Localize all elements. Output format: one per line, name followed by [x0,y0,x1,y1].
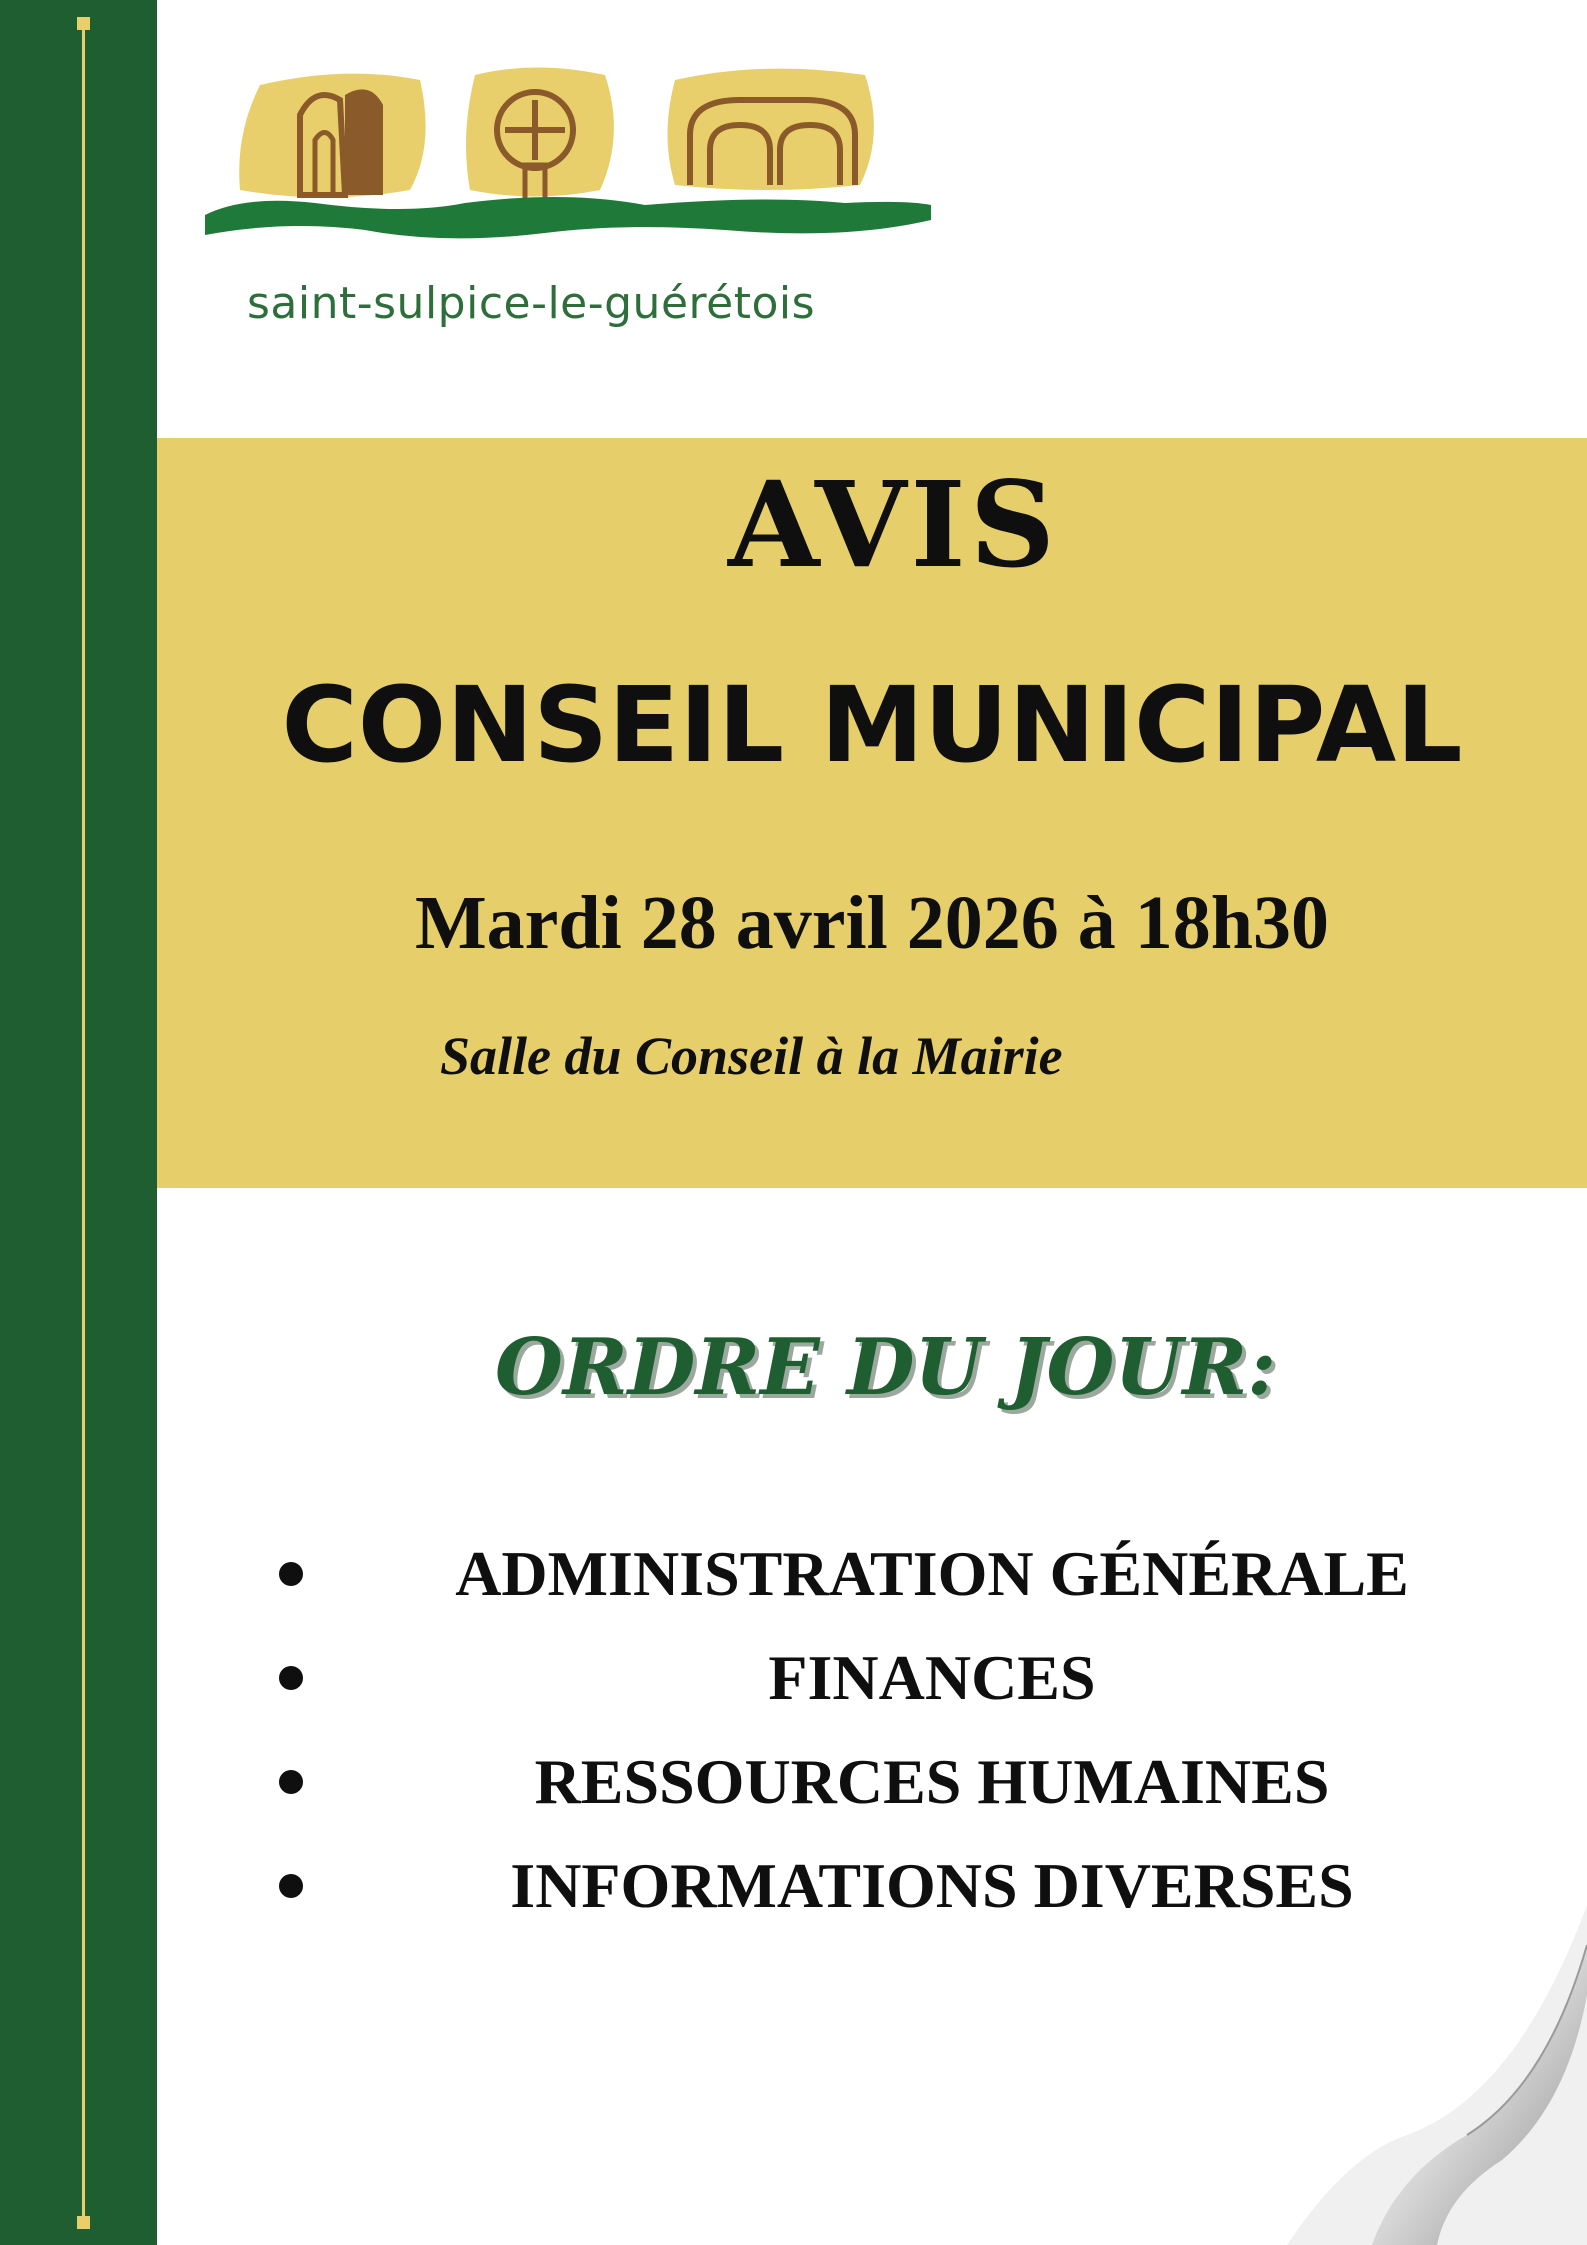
agenda-item [157,1730,1587,1834]
agenda-item-label: INFORMATIONS DIVERSES [510,1850,1354,1921]
agenda-item [157,1626,1587,1730]
agenda-list [157,1522,1587,1938]
sidebar-accent-line [82,24,85,2222]
notice-title: AVIS [728,455,1059,594]
meeting-place: Salle du Conseil à la Mairie [440,1026,1063,1086]
bullet-icon [279,1666,303,1690]
bullet-icon [279,1874,303,1898]
sidebar-line-cap-bottom [77,2216,90,2229]
sidebar-stripe [0,0,157,2245]
sidebar-line-cap-top [77,17,90,30]
agenda-item-label: FINANCES [768,1642,1096,1713]
agenda-item [157,1522,1587,1626]
agenda-heading: ORDRE DU JOUR: [495,1322,1277,1413]
page-curl-icon [1287,1905,1587,2245]
bullet-icon [279,1562,303,1586]
notice-subtitle: CONSEIL MUNICIPAL [281,664,1463,786]
logo-text: saint-sulpice-le-guérétois [247,278,816,329]
agenda-item-label: RESSOURCES HUMAINES [534,1746,1330,1817]
meeting-date: Mardi 28 avril 2026 à 18h30 [414,881,1330,965]
agenda-item-label: ADMINISTRATION GÉNÉRALE [455,1538,1409,1609]
bullet-icon [279,1770,303,1794]
logo-ground [205,197,931,238]
